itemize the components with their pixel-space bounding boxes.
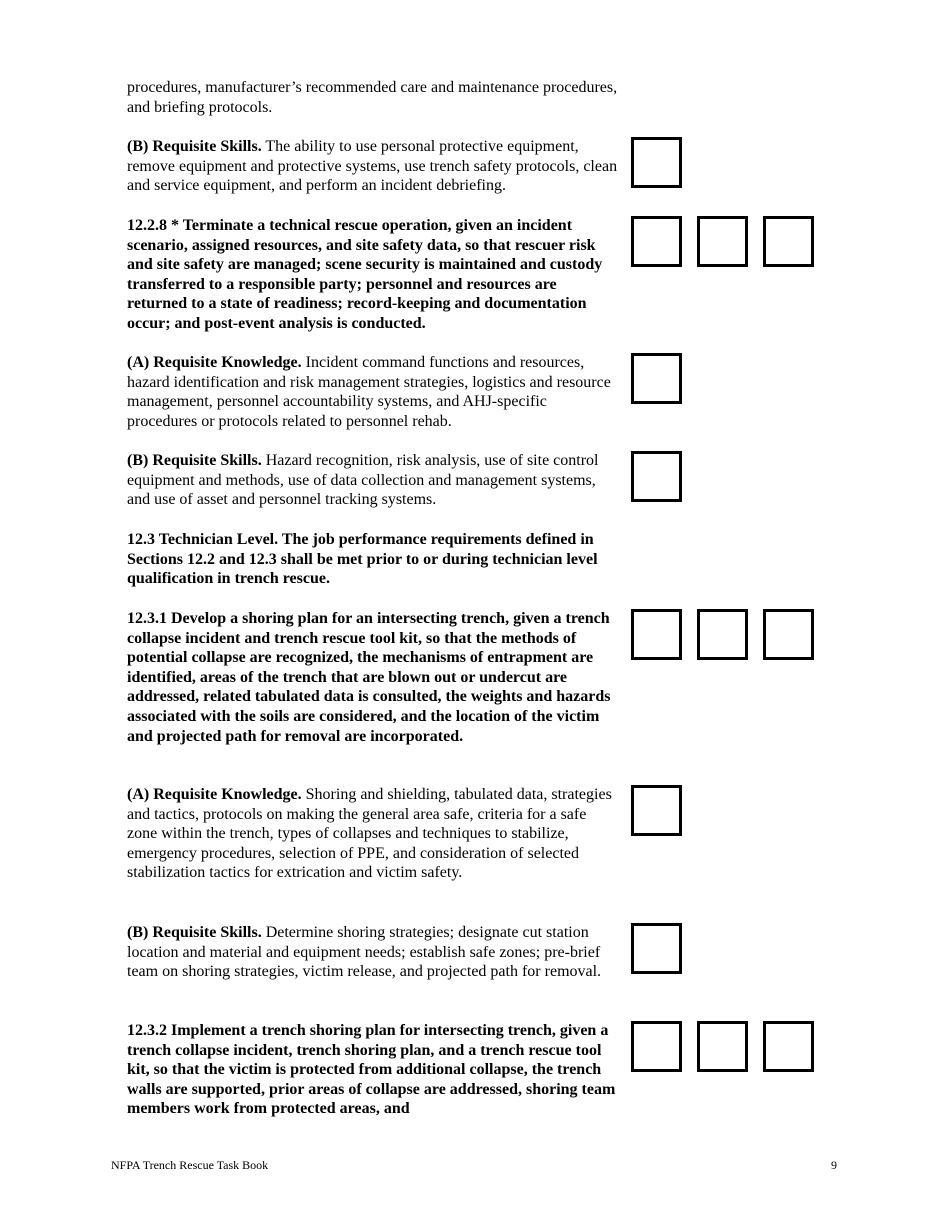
- jpr-12-3-2: [127, 1021, 619, 1119]
- jpr-12-3-1: [127, 609, 619, 746]
- signoff-boxes: [631, 216, 814, 267]
- signoff-checkbox[interactable]: [631, 923, 682, 974]
- signoff-boxes: [631, 923, 682, 974]
- paragraph-text: The ability to use personal protective equipment, remove equipment and protective systems, use trench safety protocols, clean and service equipment, and perform an incident debriefing.: [127, 138, 618, 195]
- requisite-skills-paragraph: [127, 137, 619, 196]
- signoff-checkbox[interactable]: [697, 609, 748, 660]
- paragraph-text: Incident command functions and resources, hazard identification and risk management strategies, logistics and resource management, personnel accountability systems, and AHJ-specific procedures or protocols related to personnel rehab.: [127, 354, 611, 430]
- signoff-boxes: [631, 137, 682, 188]
- paragraph-label: (A) Requisite Knowledge.: [127, 354, 302, 371]
- requisite-knowledge-paragraph: [127, 785, 619, 883]
- section-12-3-heading: [127, 530, 619, 589]
- signoff-checkbox[interactable]: [631, 353, 682, 404]
- requisite-skills-paragraph: [127, 923, 619, 982]
- signoff-checkbox[interactable]: [697, 216, 748, 267]
- paragraph-label: (B) Requisite Skills.: [127, 138, 262, 155]
- requisite-skills-paragraph: [127, 451, 619, 510]
- paragraph-text: Shoring and shielding, tabulated data, strategies and tactics, protocols on making the general area safe, criteria for a safe zone within the trench, types of collapses and techniques to stabilize, emergency procedures, selection of PPE, and consideration of selected stabilization tactics for extrication and victim safety.: [127, 786, 612, 882]
- signoff-checkbox[interactable]: [763, 216, 814, 267]
- continuation-paragraph: [127, 78, 619, 117]
- signoff-checkbox[interactable]: [631, 137, 682, 188]
- signoff-boxes: [631, 353, 682, 404]
- signoff-checkbox[interactable]: [763, 609, 814, 660]
- signoff-checkbox[interactable]: [763, 1021, 814, 1072]
- paragraph-label: (A) Requisite Knowledge.: [127, 786, 302, 803]
- jpr-text: 12.2.8 * Terminate a technical rescue operation, given an incident scenario, assigned resources, and site safety data, so that rescuer risk and site safety are managed; scene security is maintained and custody transferred to a responsible party; personnel and resources are returned to a state of readiness; record-keeping and documentation occur; and post-event analysis is conducted.: [127, 217, 603, 332]
- signoff-checkbox[interactable]: [631, 216, 682, 267]
- signoff-checkbox[interactable]: [631, 451, 682, 502]
- jpr-12-2-8: [127, 216, 619, 334]
- signoff-boxes: [631, 1021, 814, 1072]
- signoff-boxes: [631, 785, 682, 836]
- jpr-text: 12.3.2 Implement a trench shoring plan for intersecting trench, given a trench collapse incident, trench shoring plan, and a trench rescue tool kit, so that the victim is protected from additional collapse, the trench walls are supported, prior areas of collapse are addressed, shoring team members work from protected areas, and: [127, 1022, 616, 1118]
- paragraph-label: (B) Requisite Skills.: [127, 452, 262, 469]
- signoff-checkbox[interactable]: [697, 1021, 748, 1072]
- jpr-text: 12.3.1 Develop a shoring plan for an intersecting trench, given a trench collapse incident and trench rescue tool kit, so that the methods of potential collapse are recognized, the mechanisms of entrapment are identified, areas of the trench that are blown out or undercut are addressed, related tabulated data is consulted, the weights and hazards associated with the soils are considered, and the location of the victim and projected path for removal are incorporated.: [127, 610, 611, 745]
- paragraph-text: Determine shoring strategies; designate cut station location and material and equipment needs; establish safe zones; pre-brief team on shoring strategies, victim release, and projected path for removal.: [127, 924, 602, 981]
- page-number: 9: [831, 1158, 837, 1172]
- signoff-boxes: [631, 609, 814, 660]
- footer-title: NFPA Trench Rescue Task Book: [111, 1158, 269, 1172]
- signoff-checkbox[interactable]: [631, 609, 682, 660]
- signoff-checkbox[interactable]: [631, 1021, 682, 1072]
- paragraph-text: Hazard recognition, risk analysis, use of site control equipment and methods, use of data collection and management systems, and use of asset and personnel tracking systems.: [127, 452, 599, 509]
- signoff-checkbox[interactable]: [631, 785, 682, 836]
- requisite-knowledge-paragraph: [127, 353, 619, 431]
- paragraph-label: (B) Requisite Skills.: [127, 924, 262, 941]
- section-text: 12.3 Technician Level. The job performance requirements defined in Sections 12.2 and 12.3 shall be met prior to or during technician level qualification in trench rescue.: [127, 531, 598, 588]
- signoff-boxes: [631, 451, 682, 502]
- paragraph-text: procedures, manufacturer’s recommended care and maintenance procedures, and briefing protocols.: [127, 79, 618, 116]
